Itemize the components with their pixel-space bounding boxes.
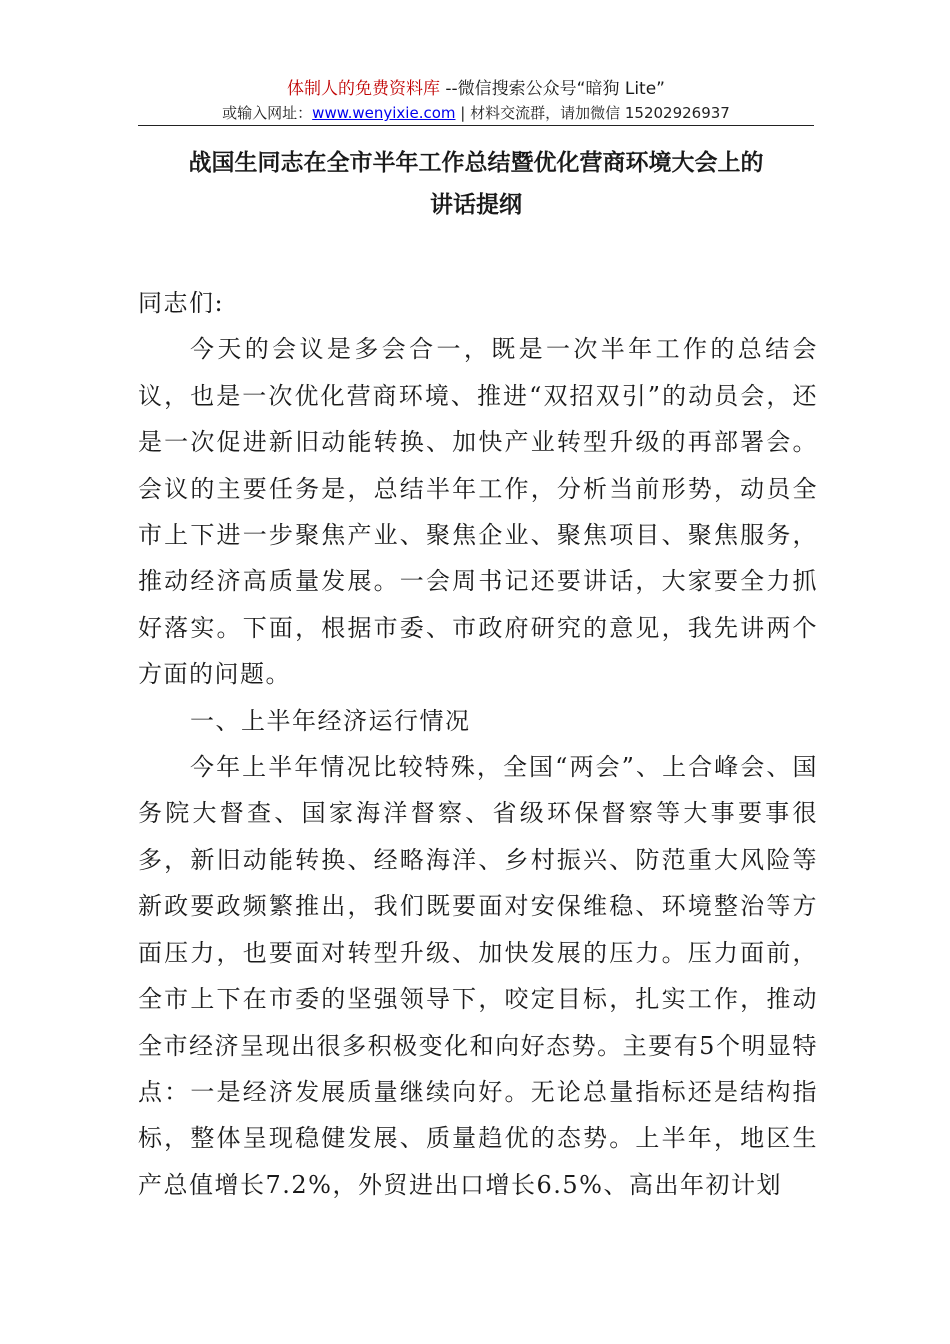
paragraph-intro: 今天的会议是多会合一，既是一次半年工作的总结会议，也是一次优化营商环境、推进“双招双引”的动员会，还是一次促进新旧动能转换、加快产业转型升级的再部署会。会议的主要任务是，总结半年工作，分析当前形势，动员全市上下进一步聚焦产业、聚焦企业、聚焦项目、聚焦服务，推动经济高质量发展。一会周书记还要讲话，大家要全力抓好落实。下面，根据市委、市政府研究的意见，我先讲两个方面的问题。 (138, 335, 818, 689)
salutation: 同志们: (138, 289, 225, 317)
paragraph-section-1: 今年上半年情况比较特殊，全国“两会”、上合峰会、国务院大督查、国家海洋督察、省级环保督察等大事要事很多，新旧动能转换、经略海洋、乡村振兴、防范重大风险等新政要政频繁推出，我们既要面对安保维稳、环境整治等方面压力，也要面对转型升级、加快发展的压力。压力面前，全市上下在市委的坚强领导下，咬定目标，扎实工作，推动全市经济呈现出很多积极变化和向好态势。主要有5个明显特点：一是经济发展质量继续向好。无论总量指标还是结构指标，整体呈现稳健发展、质量趋优的态势。上半年，地区生产总值增长7.2%，外贸进出口增长6.5%、高出年初计划 (138, 753, 818, 1199)
title-line-1: 战国生同志在全市半年工作总结暨优化营商环境大会上的 (188, 150, 764, 176)
header-line-1 (138, 78, 814, 100)
page-header (138, 78, 814, 124)
section-heading-1: 一、上半年经济运行情况 (190, 706, 471, 735)
url-prefix: 或输入网址： (222, 104, 313, 122)
header-contact: | 材料交流群，请加微信 15202926937 (455, 104, 730, 122)
header-line-2 (138, 102, 814, 124)
header-divider (138, 125, 814, 126)
document-title (100, 142, 852, 226)
header-tagline: --微信搜索公众号“暗狗 Lite” (439, 79, 665, 99)
website-link[interactable]: www.wenyixie.com (312, 104, 456, 122)
document-body (138, 280, 818, 1208)
title-line-2: 讲话提纲 (430, 192, 522, 218)
brand-text: 体制人的免费资料库 (286, 79, 440, 99)
